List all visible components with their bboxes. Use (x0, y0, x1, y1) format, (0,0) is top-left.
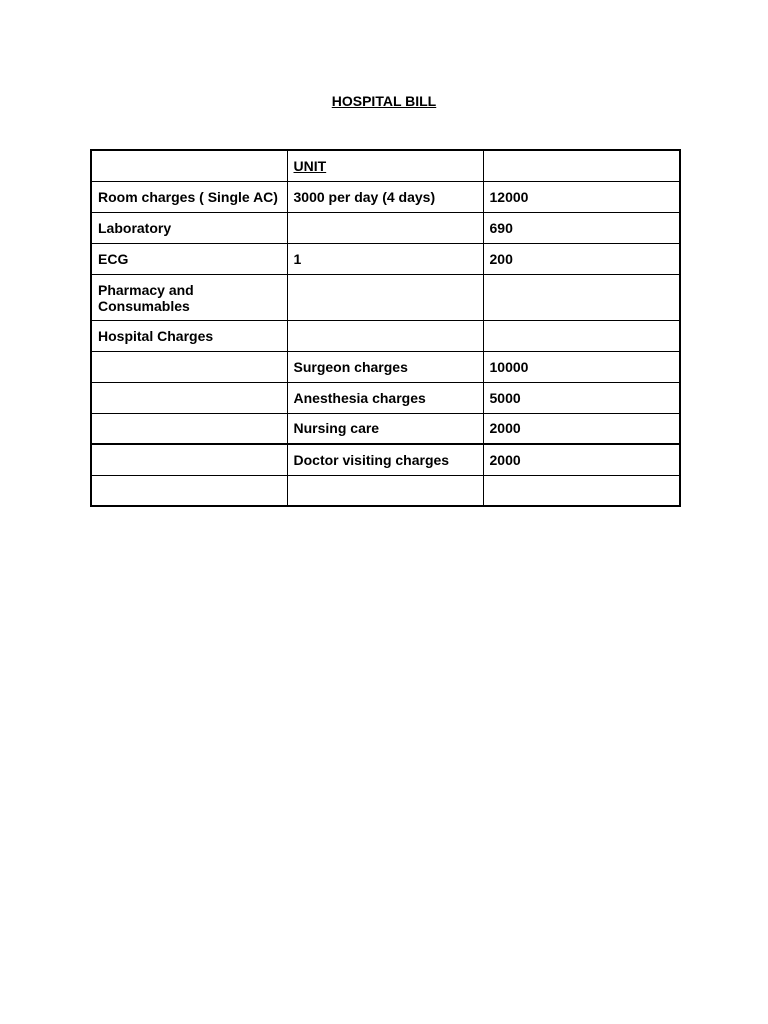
page-title: HOSPITAL BILL (331, 93, 437, 109)
table-cell (483, 150, 680, 181)
item-cell (91, 351, 287, 382)
unit-cell: Doctor visiting charges (287, 444, 483, 475)
item-cell (91, 382, 287, 413)
bill-table (90, 149, 681, 507)
amount-cell (483, 475, 680, 506)
unit-cell (287, 274, 483, 320)
amount-cell (483, 320, 680, 351)
item-cell: ECG (91, 243, 287, 274)
unit-cell: Nursing care (287, 413, 483, 444)
table-cell (91, 150, 287, 181)
unit-cell: Surgeon charges (287, 351, 483, 382)
amount-cell: 690 (483, 212, 680, 243)
table-row (91, 413, 680, 444)
unit-cell (287, 212, 483, 243)
item-cell (91, 413, 287, 444)
table-row (91, 320, 680, 351)
table-row (91, 274, 680, 320)
item-cell: Hospital Charges (91, 320, 287, 351)
table-row (91, 243, 680, 274)
amount-cell: 200 (483, 243, 680, 274)
amount-cell: 2000 (483, 444, 680, 475)
unit-cell: 3000 per day (4 days) (287, 181, 483, 212)
table-row (91, 382, 680, 413)
item-cell (91, 475, 287, 506)
unit-cell: Anesthesia charges (287, 382, 483, 413)
table-header-row (91, 150, 680, 181)
item-cell: Room charges ( Single AC) (91, 181, 287, 212)
item-cell: Laboratory (91, 212, 287, 243)
unit-column-header: UNIT (287, 150, 483, 181)
table-row (91, 181, 680, 212)
amount-cell: 5000 (483, 382, 680, 413)
unit-cell (287, 320, 483, 351)
unit-cell (287, 475, 483, 506)
table-row (91, 351, 680, 382)
item-cell (91, 444, 287, 475)
amount-cell (483, 274, 680, 320)
item-cell: Pharmacy and Consumables (91, 274, 287, 320)
amount-cell: 12000 (483, 181, 680, 212)
table-row (91, 475, 680, 506)
table-row (91, 444, 680, 475)
unit-cell: 1 (287, 243, 483, 274)
amount-cell: 10000 (483, 351, 680, 382)
amount-cell: 2000 (483, 413, 680, 444)
table-row (91, 212, 680, 243)
